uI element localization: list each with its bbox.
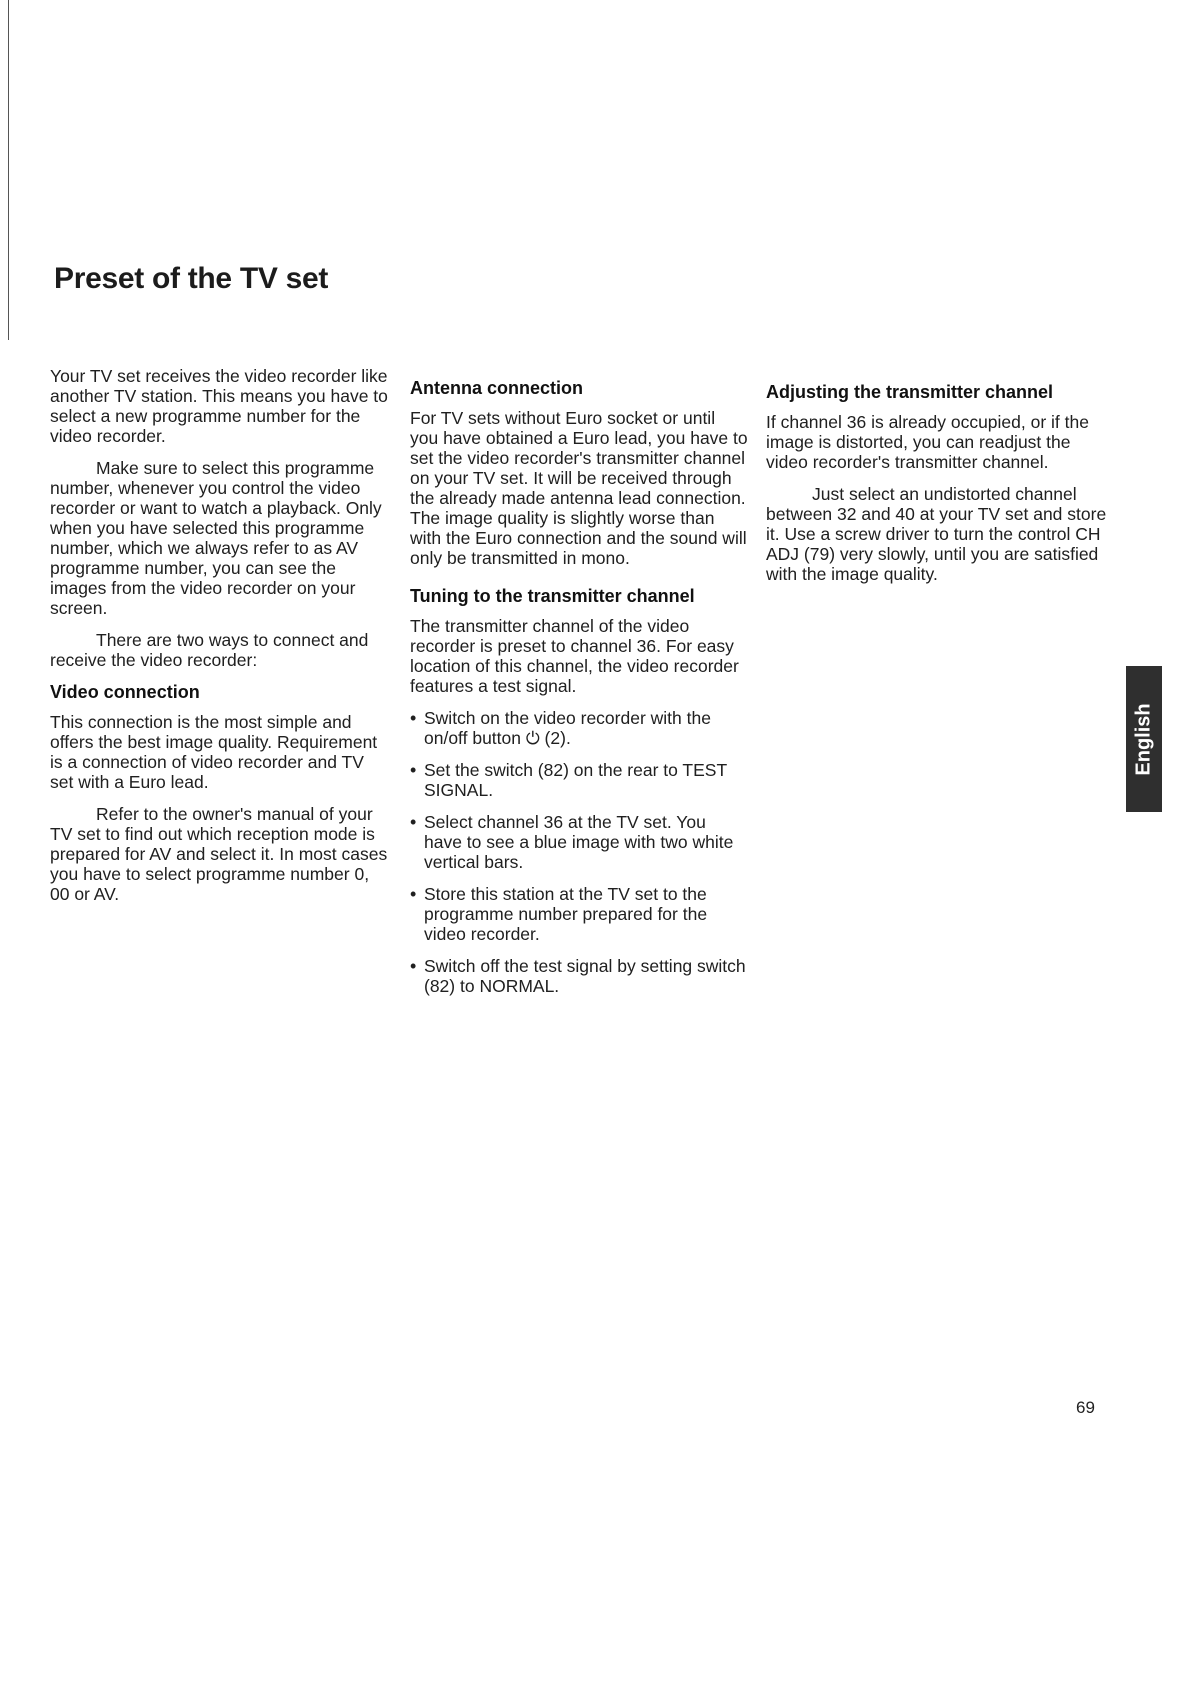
antenna-connection-heading: Antenna connection: [410, 378, 584, 398]
tuning-heading: Tuning to the transmitter channel: [410, 586, 695, 606]
antenna-connection-paragraph: For TV sets without Euro socket or until you have obtained a Euro lead, you have to set the video recorder's transmitter channel on your TV set. It will be received through the already made antenna lead connection. The image quality is slightly worse than with the Euro connection and the sound will only be transmitted in mono.: [410, 408, 748, 568]
page-title: Preset of the TV set: [54, 262, 329, 295]
margin-rule: [8, 0, 9, 340]
column-left: [50, 366, 390, 916]
column-right: [766, 378, 1114, 596]
adjusting-paragraph: If channel 36 is already occupied, or if the image is distorted, you can readjust the video recorder's transmitter channel.: [766, 412, 1089, 472]
av-programme-paragraph: Make sure to select this programme number, whenever you control the video recorder or want to watch a playback. Only when you have selected this programme number, which we always refer to as AV programme number, you can see the images from the video recorder on your screen.: [50, 458, 382, 618]
video-connection-paragraph: This connection is the most simple and offers the best image quality. Requirement is a connection of video recorder and TV set with a Euro lead.: [50, 712, 378, 792]
column-middle: [410, 374, 748, 1008]
list-item: • Select channel 36 at the TV set. You have to see a blue image with two white vertical bars.: [410, 812, 748, 872]
language-tab-label: English: [1132, 702, 1155, 776]
video-connection-heading: Video connection: [50, 682, 200, 702]
list-item: • Switch on the video recorder with the on/off button ⏻ (2).: [410, 708, 748, 748]
intro-paragraph: Your TV set receives the video recorder like another TV station. This means you have to select a new programme number for the video recorder.: [50, 366, 388, 446]
page-number: 69: [1076, 1398, 1095, 1417]
ch-adj-paragraph: Just select an undistorted channel between 32 and 40 at your TV set and store it. Use a screw driver to turn the control CH ADJ (79) very slowly, until you are satisfied with the image quality.: [766, 484, 1107, 584]
owners-manual-paragraph: Refer to the owner's manual of your TV set to find out which reception mode is prepared for AV and select it. In most cases you have to select programme number 0, 00 or AV.: [50, 804, 388, 904]
list-item: • Switch off the test signal by setting switch (82) to NORMAL.: [410, 956, 748, 996]
connection-ways-paragraph: There are two ways to connect and receive the video recorder:: [50, 630, 369, 670]
tuning-paragraph: The transmitter channel of the video recorder is preset to channel 36. For easy location of this channel, the video recorder features a test signal.: [410, 616, 739, 696]
list-item: • Set the switch (82) on the rear to TEST SIGNAL.: [410, 760, 748, 800]
tuning-steps-list: [410, 708, 748, 996]
language-tab: [1126, 666, 1162, 812]
adjusting-heading: Adjusting the transmitter channel: [766, 382, 1054, 402]
list-item: • Store this station at the TV set to the programme number prepared for the video recorder.: [410, 884, 748, 944]
